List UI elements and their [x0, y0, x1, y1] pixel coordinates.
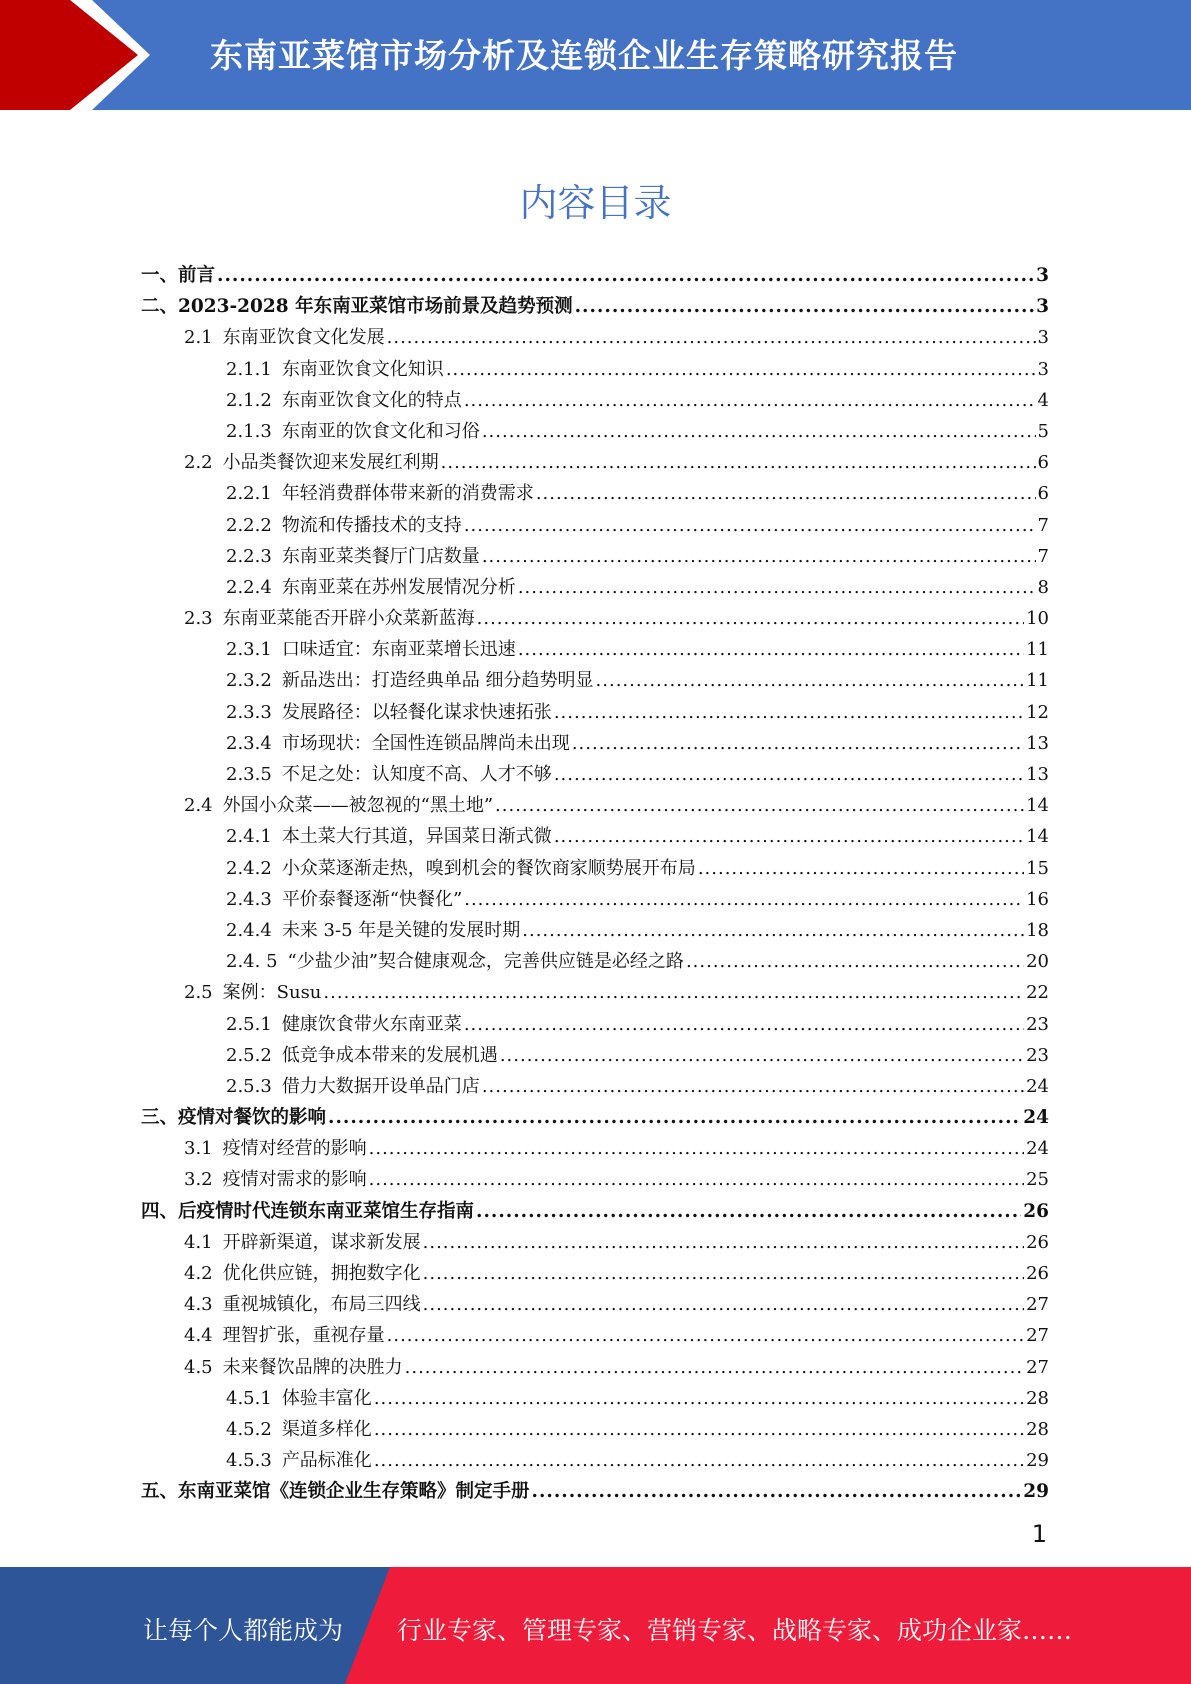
toc-dot-leader — [323, 977, 1024, 1008]
toc-dot-leader — [387, 1320, 1024, 1351]
toc-dot-leader — [482, 541, 1036, 572]
toc-entry-page: 14 — [1026, 795, 1049, 817]
toc-entry[interactable] — [141, 1102, 1049, 1133]
toc-entry-number: 2.4.2 — [226, 857, 272, 879]
toc-entry-number: 2.3 — [184, 608, 213, 630]
toc-dot-leader — [423, 1258, 1024, 1289]
toc-dot-leader — [217, 260, 1034, 291]
toc-entry-page: 20 — [1026, 951, 1049, 973]
toc-entry-title: 健康饮食带火东南亚菜 — [281, 1013, 462, 1035]
toc-entry-number: 2.3.1 — [226, 639, 272, 661]
toc-dot-leader — [446, 354, 1036, 385]
toc-entry-title: 外国小众菜——被忽视的“黑土地” — [222, 795, 494, 817]
toc-entry-page: 29 — [1023, 1481, 1049, 1503]
toc-entry-number: 2.3.2 — [226, 670, 272, 692]
toc-entry[interactable] — [141, 1164, 1049, 1195]
toc-entry-page: 12 — [1026, 701, 1049, 723]
toc-entry-number: 2.3.5 — [226, 764, 272, 785]
toc-dot-leader — [532, 1476, 1022, 1507]
toc-entry-page: 3 — [1037, 358, 1049, 380]
toc-entry-number: 4.2 — [184, 1263, 213, 1284]
toc-entry-title: 市场现状：全国性连锁品牌尚未出现 — [281, 732, 570, 754]
toc-dot-leader — [405, 1352, 1024, 1383]
page-number: 1 — [1031, 1520, 1047, 1548]
toc-entry-page: 3 — [1036, 265, 1049, 286]
toc-entry[interactable] — [141, 1040, 1049, 1071]
toc-entry-title: 东南亚菜能否开辟小众菜新蓝海 — [222, 608, 475, 630]
toc-entry-number: 2.2.3 — [226, 545, 272, 567]
toc-entry-title: 低竞争成本带来的发展机遇 — [281, 1044, 498, 1066]
toc-entry[interactable] — [141, 665, 1049, 696]
toc-dot-leader — [518, 634, 1024, 665]
toc-entry-number: 3.2 — [184, 1169, 213, 1191]
toc-entry[interactable] — [141, 728, 1049, 759]
toc-entry-page: 22 — [1026, 982, 1049, 1004]
footer-slogan-left: 让每个人都能成为 — [143, 1616, 344, 1645]
toc-entry-title: 小品类餐饮迎来发展红利期 — [222, 452, 439, 474]
toc-entry-number: 2.4.3 — [226, 888, 272, 910]
toc-entry-page: 8 — [1037, 576, 1049, 598]
toc-entry-title: 口味适宜：东南亚菜增长迅速 — [281, 639, 516, 661]
toc-entry-page: 26 — [1026, 1263, 1049, 1284]
toc-entry[interactable] — [141, 354, 1049, 385]
toc-dot-leader — [423, 1227, 1024, 1258]
toc-entry[interactable] — [141, 1289, 1049, 1320]
toc-entry-title: 疫情对经营的影响 — [222, 1138, 367, 1160]
toc-entry-page: 23 — [1026, 1013, 1049, 1035]
toc-entry-title: 东南亚菜在苏州发展情况分析 — [281, 576, 516, 598]
toc-entry-number: 2.5.2 — [226, 1044, 272, 1066]
toc-entry-title: 东南亚饮食文化发展 — [222, 327, 385, 349]
toc-entry[interactable] — [141, 1476, 1049, 1507]
toc-heading: 内容目录 — [519, 181, 672, 225]
toc-entry-title: 东南亚饮食文化的特点 — [281, 389, 462, 411]
page-footer — [0, 1567, 1191, 1684]
toc-entry-page: 13 — [1026, 764, 1049, 785]
footer-slogan-right: 行业专家、管理专家、营销专家、战略专家、成功企业家…… — [397, 1616, 1073, 1645]
toc-entry-number: 三、疫情对餐饮的影响 — [141, 1107, 327, 1129]
toc-entry[interactable] — [141, 1320, 1049, 1351]
toc-entry[interactable] — [141, 385, 1049, 416]
toc-dot-leader — [572, 728, 1024, 759]
toc-dot-leader — [464, 1009, 1024, 1040]
toc-entry[interactable] — [141, 447, 1049, 478]
toc-entry-page: 15 — [1026, 857, 1049, 879]
toc-entry-page: 6 — [1037, 483, 1049, 505]
toc-dot-leader — [554, 821, 1024, 852]
toc-entry-number: 2.3.3 — [226, 701, 272, 723]
toc-dot-leader — [374, 1383, 1024, 1414]
toc-entry-page: 26 — [1023, 1200, 1049, 1222]
toc-entry-title: 不足之处：认知度不高、人才不够 — [281, 764, 552, 785]
toc-entry-page: 24 — [1026, 1075, 1049, 1097]
toc-entry-page: 7 — [1037, 514, 1049, 536]
toc-entry-number: 4.5 — [184, 1356, 213, 1378]
toc-entry-title: 优化供应链，拥抱数字化 — [222, 1263, 421, 1284]
report-title: 东南亚菜馆市场分析及连锁企业生存策略研究报告 — [210, 36, 958, 75]
toc-entry-number: 2.2.1 — [226, 483, 272, 505]
toc-dot-leader — [369, 1133, 1024, 1164]
toc-entry-title: 理智扩张，重视存量 — [222, 1325, 385, 1347]
toc-entry[interactable] — [141, 759, 1049, 790]
toc-entry-number: 2.2.2 — [226, 514, 272, 536]
toc-entry-page: 5 — [1037, 420, 1049, 442]
toc-entry[interactable] — [141, 821, 1049, 852]
toc-entry-page: 3 — [1036, 296, 1049, 318]
toc-entry-page: 7 — [1037, 545, 1049, 567]
toc-entry-number: 2.2.4 — [226, 576, 272, 598]
toc-entry[interactable] — [141, 697, 1049, 728]
toc-entry[interactable] — [141, 977, 1049, 1008]
toc-entry-number: 4.5.1 — [226, 1387, 272, 1409]
toc-entry[interactable] — [141, 1352, 1049, 1383]
toc-entry-page: 27 — [1026, 1294, 1049, 1316]
toc-entry[interactable] — [141, 1071, 1049, 1102]
toc-dot-leader — [698, 853, 1024, 884]
toc-entry-number: 五、东南亚菜馆《连锁企业生存策略》制定手册 — [141, 1481, 530, 1503]
toc-dot-leader — [477, 603, 1024, 634]
toc-entry-number: 2.4. 5 — [226, 951, 278, 973]
toc-entry[interactable] — [141, 603, 1049, 634]
toc-entry[interactable] — [141, 1196, 1049, 1227]
toc-entry[interactable] — [141, 478, 1049, 509]
toc-entry-title: 东南亚的饮食文化和习俗 — [281, 420, 480, 442]
toc-entry[interactable] — [141, 322, 1049, 353]
toc-entry-page: 29 — [1026, 1450, 1049, 1472]
toc-entry-page: 28 — [1026, 1387, 1049, 1409]
toc-entry-number: 2.4 — [184, 795, 213, 817]
toc-entry-number: 2.1.2 — [226, 389, 272, 411]
toc-dot-leader — [464, 884, 1024, 915]
toc-entry-number: 2.5 — [184, 982, 213, 1004]
toc-entry-page: 11 — [1026, 639, 1049, 661]
toc-entry-page: 11 — [1026, 670, 1049, 692]
toc-entry-page: 28 — [1026, 1418, 1049, 1440]
toc-entry-number: 2.1.1 — [226, 358, 272, 380]
toc-entry[interactable] — [141, 1133, 1049, 1164]
toc-entry-page: 26 — [1026, 1231, 1049, 1253]
toc-entry-number: 2.1.3 — [226, 420, 272, 442]
toc-entry-title: 产品标准化 — [281, 1450, 372, 1472]
toc-dot-leader — [522, 915, 1024, 946]
toc-dot-leader — [387, 322, 1036, 353]
toc-entry[interactable] — [141, 790, 1049, 821]
toc-entry[interactable] — [141, 853, 1049, 884]
toc-entry-title: 发展路径：以轻餐化谋求快速拓张 — [281, 701, 552, 723]
toc-entry-number: 4.5.2 — [226, 1418, 272, 1440]
toc-dot-leader — [464, 510, 1036, 541]
toc-dot-leader — [374, 1414, 1024, 1445]
toc-entry-number: 2.4.1 — [226, 826, 272, 848]
toc-dot-leader — [554, 759, 1024, 790]
toc-dot-leader — [369, 1164, 1024, 1195]
toc-entry-title: 平价泰餐逐渐“快餐化” — [281, 888, 463, 910]
toc-entry-number: 4.4 — [184, 1325, 213, 1347]
toc-entry-number: 2.3.4 — [226, 732, 272, 754]
toc-entry-title: 新品迭出：打造经典单品 细分趋势明显 — [281, 670, 594, 692]
toc-dot-leader — [554, 697, 1024, 728]
toc-entry-title: 开辟新渠道，谋求新发展 — [222, 1231, 421, 1253]
toc-dot-leader — [495, 790, 1024, 821]
toc-entry-title: 物流和传播技术的支持 — [281, 514, 462, 536]
toc-entry[interactable] — [141, 884, 1049, 915]
toc-entry[interactable] — [141, 1258, 1049, 1289]
toc-entry-number: 二、2023-2028 年东南亚菜馆市场前景及趋势预测 — [141, 296, 573, 318]
toc-dot-leader — [482, 416, 1036, 447]
toc-dot-leader — [500, 1040, 1024, 1071]
toc-entry-title: 年轻消费群体带来新的消费需求 — [281, 483, 534, 505]
toc-entry-number: 4.3 — [184, 1294, 213, 1316]
toc-entry-number: 2.2 — [184, 452, 213, 474]
toc-dot-leader — [328, 1102, 1021, 1133]
toc-entry-title: 东南亚菜类餐厅门店数量 — [281, 545, 480, 567]
toc-entry-title: 疫情对需求的影响 — [222, 1169, 367, 1191]
toc-entry-number: 3.1 — [184, 1138, 213, 1160]
toc-entry[interactable] — [141, 915, 1049, 946]
header-chevron-red — [0, 0, 140, 110]
toc-entry-page: 16 — [1026, 888, 1049, 910]
toc-entry-title: 小众菜逐渐走热，嗅到机会的餐饮商家顺势展开布局 — [281, 857, 696, 879]
toc-entry-title: “少盐少油”契合健康观念，完善供应链是必经之路 — [287, 951, 684, 973]
toc-entry-number: 2.5.3 — [226, 1075, 272, 1097]
toc-dot-leader — [476, 1196, 1021, 1227]
toc-entry-page: 10 — [1026, 608, 1049, 630]
toc-entry-number: 4.1 — [184, 1231, 213, 1253]
toc-entry[interactable] — [141, 1009, 1049, 1040]
page-header — [0, 0, 1191, 110]
toc-entry-page: 23 — [1026, 1044, 1049, 1066]
toc-entry-page: 4 — [1037, 389, 1049, 411]
toc-entry-title: 本土菜大行其道，异国菜日渐式微 — [281, 826, 552, 848]
toc-entry[interactable] — [141, 1383, 1049, 1414]
toc-entry-title: 体验丰富化 — [281, 1387, 372, 1409]
toc-entry[interactable] — [141, 1227, 1049, 1258]
toc-entry[interactable] — [141, 1414, 1049, 1445]
toc-dot-leader — [464, 385, 1036, 416]
toc-entry[interactable] — [141, 291, 1049, 322]
toc-entry-number: 2.5.1 — [226, 1013, 272, 1035]
toc-entry[interactable] — [141, 572, 1049, 603]
toc-entry-page: 24 — [1023, 1107, 1049, 1129]
toc-entry-number: 四、后疫情时代连锁东南亚菜馆生存指南 — [141, 1200, 475, 1222]
toc-dot-leader — [536, 478, 1036, 509]
toc-entry-page: 27 — [1026, 1356, 1049, 1378]
toc-entry-title: 案例：Susu — [222, 982, 322, 1004]
toc-entry-number: 4.5.3 — [226, 1450, 272, 1472]
toc-entry-title: 未来餐饮品牌的决胜力 — [222, 1356, 403, 1378]
toc-entry-title: 渠道多样化 — [281, 1418, 372, 1440]
toc-entry[interactable] — [141, 416, 1049, 447]
toc-entry-title: 重视城镇化，布局三四线 — [222, 1294, 421, 1316]
toc-entry-number: 一、前言 — [141, 265, 216, 286]
toc-dot-leader — [423, 1289, 1024, 1320]
toc-dot-leader — [482, 1071, 1024, 1102]
toc-dot-leader — [441, 447, 1036, 478]
toc-entry-number: 2.1 — [184, 327, 213, 349]
toc-entry-page: 24 — [1026, 1138, 1049, 1160]
toc-dot-leader — [686, 946, 1024, 977]
toc-entry-page: 27 — [1026, 1325, 1049, 1347]
toc-entry-title: 未来 3-5 年是关键的发展时期 — [281, 919, 521, 941]
toc-entry[interactable] — [141, 946, 1049, 977]
toc-dot-leader — [374, 1445, 1024, 1476]
toc-dot-leader — [575, 291, 1035, 322]
toc-entry[interactable] — [141, 1445, 1049, 1476]
toc-entry-page: 3 — [1037, 327, 1049, 349]
toc-entry-page: 14 — [1026, 826, 1049, 848]
toc-dot-leader — [518, 572, 1036, 603]
toc-entry-page: 25 — [1026, 1169, 1049, 1191]
toc-entry-number: 2.4.4 — [226, 919, 272, 941]
toc-entry-title: 东南亚饮食文化知识 — [281, 358, 444, 380]
toc-entry[interactable] — [141, 260, 1049, 291]
toc-entry[interactable] — [141, 541, 1049, 572]
table-of-contents — [141, 260, 1049, 1508]
toc-entry[interactable] — [141, 634, 1049, 665]
toc-entry-page: 18 — [1026, 919, 1049, 941]
toc-entry-title: 借力大数据开设单品门店 — [281, 1075, 480, 1097]
toc-entry-page: 13 — [1026, 732, 1049, 754]
toc-entry-page: 6 — [1037, 452, 1049, 474]
toc-entry[interactable] — [141, 510, 1049, 541]
toc-dot-leader — [596, 665, 1025, 696]
